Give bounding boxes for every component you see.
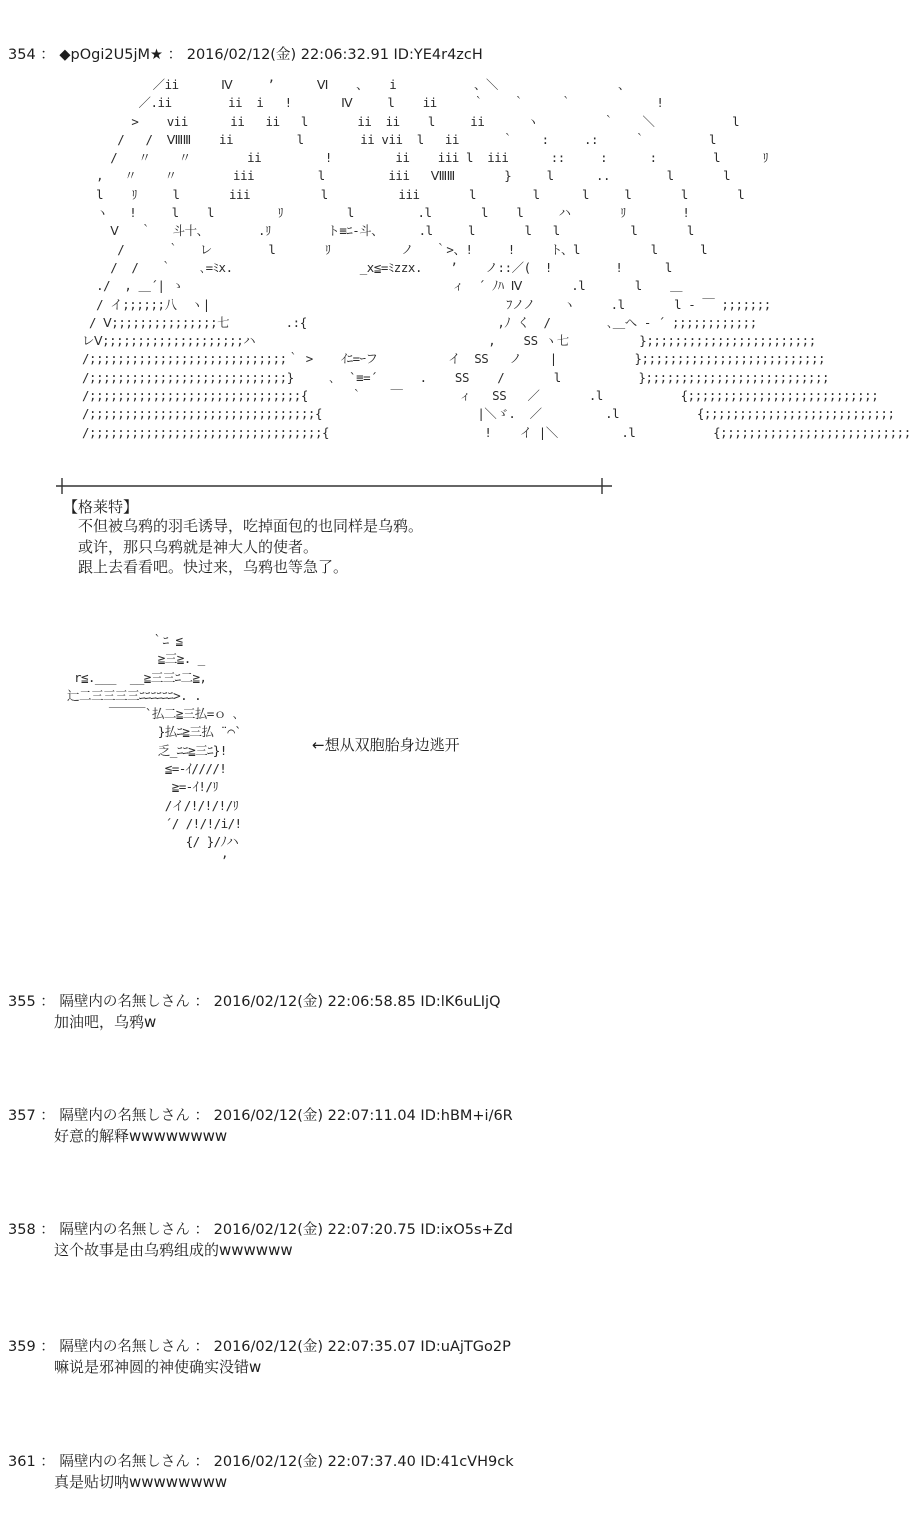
divider-line	[56, 477, 612, 495]
post-datetime: 2016/02/12(金) 22:07:37.40	[213, 1454, 416, 1470]
post-number: 358	[8, 1222, 36, 1238]
post-datetime: 2016/02/12(金) 22:06:32.91	[186, 47, 389, 63]
poster-id[interactable]: ID:ixO5s+Zd	[420, 1222, 513, 1238]
poster-name: 隔壁内の名無しさん	[59, 1222, 190, 1238]
post-datetime: 2016/02/12(金) 22:07:20.75	[213, 1222, 416, 1238]
post-datetime: 2016/02/12(金) 22:06:58.85	[213, 994, 416, 1010]
poster-name: ◆pOgi2U5jM★	[59, 47, 164, 63]
poster-id[interactable]: ID:hBM+i/6R	[420, 1108, 513, 1124]
post-body: 这个故事是由乌鸦组成的wwwwww	[54, 1241, 293, 1259]
poster-name: 隔壁内の名無しさん	[59, 1454, 190, 1470]
separator: ：	[163, 47, 187, 63]
post-number: 361	[8, 1454, 36, 1470]
ascii-art-crow: ｀ﾆ ≦ ≧三≧. _ r≦.___ __≧三三ﾆ二≧, 辷二三三三三ﾆﾆﾆﾆﾆﾆ>. . ￣￣￣`払二≧三払=ｏ ､ }払ﾆ≧三払 ¨⌒` 乏_ﾆﾆ≧三ﾆ}! ≦=-ｲ////! ≧=-ｲ!/ﾘ /イ/!/!/!/ﾘ ´/ /!/!/i/! {/ }/ﾉハ ’	[66, 633, 242, 868]
poster-name: 隔壁内の名無しさん	[59, 1339, 190, 1355]
post-datetime: 2016/02/12(金) 22:07:11.04	[213, 1108, 416, 1124]
poster-id[interactable]: ID:lK6uLIjQ	[420, 994, 501, 1010]
post-body: 真是贴切呐wwwwwwww	[54, 1473, 228, 1491]
poster-name: 隔壁内の名無しさん	[59, 994, 190, 1010]
separator: ：	[35, 1339, 60, 1355]
poster-id[interactable]: ID:uAjTGo2P	[420, 1339, 511, 1355]
post-number: 355	[8, 994, 36, 1010]
post-number: 359	[8, 1339, 36, 1355]
separator: ：	[35, 1222, 60, 1238]
dialogue-line: 不但被乌鸦的羽毛诱导，吃掉面包的也同样是乌鸦。	[78, 517, 424, 535]
separator: ：	[189, 994, 214, 1010]
separator: ：	[35, 1108, 60, 1124]
separator: ：	[35, 994, 60, 1010]
poster-id[interactable]: ID:41cVH9ck	[420, 1454, 514, 1470]
dialogue-block	[78, 516, 423, 578]
arrow-annotation: ←想从双胞胎身边逃开	[312, 736, 460, 754]
dialogue-line: 或许，那只乌鸦就是神大人的使者。	[78, 537, 319, 556]
separator: ：	[189, 1222, 214, 1238]
separator: ：	[35, 47, 60, 63]
post-body: 加油吧，乌鸦w	[54, 1013, 157, 1031]
poster-name: 隔壁内の名無しさん	[59, 1108, 190, 1124]
post-header	[8, 1335, 511, 1356]
speaker-label: 【格莱特】	[63, 498, 139, 516]
post-number: 354	[8, 47, 36, 63]
post-datetime: 2016/02/12(金) 22:07:35.07	[213, 1339, 416, 1355]
post-header	[8, 1218, 513, 1239]
post-body: 好意的解释wwwwwwww	[54, 1127, 228, 1145]
post-header	[8, 1104, 513, 1125]
post-header	[8, 43, 483, 64]
post-header	[8, 1450, 514, 1471]
post-number: 357	[8, 1108, 36, 1124]
dialogue-line: 跟上去看看吧。快过来，乌鸦也等急了。	[78, 558, 349, 576]
separator: ：	[35, 1454, 60, 1470]
ascii-art-scene: ／ii Ⅳ ’ Ⅵ 、 i 、＼ 、 ／.ii ii i ! Ⅳ l ii ｀ ｀ ｀ ! > vii ii ii l ii ii l ii ヽ ｀ ＼ l / / ⅧⅢ ii l ii vii l ii ｀ : .: ｀ l / 〃 〃 ii ! ii iii l iii :: : : l ﾘ , 〃 〃 iii l iii ⅧⅢ } l .. l l l ﾘ l iii l iii l l l l l l ヽ ! l l ﾘ l .l l l ハ ﾘ ! Ⅴ ｀ 斗十、 .ﾘ ト≡ﾆ-斗、 .l l l l l l / ｀ レ l ﾘ ノ ｀>、! ! ト、l l l / / ｀ ､=ﾐx. _x≦=ﾐzzx. ’ ノ::／( ! ! l ./ , ＿´| ゝ ィ ´ ﾉﾊ Ⅳ .l l ＿ / イ;;;;;;八 ヽ| ﾌノノ ヽ .l l ‐ ￣ ;;;;;;; / Ⅴ;;;;;;;;;;;;;;;七 .:{ ,ﾉ く / ､＿へ - ´ ;;;;;;;;;;;; レⅤ;;;;;;;;;;;;;;;;;;;;ハ , SS ヽ七 };;;;;;;;;;;;;;;;;;;;;;;; /;;;;;;;;;;;;;;;;;;;;;;;;;;;;｀ > ｲﾆ=ｰフ イ SS ノ | };;;;;;;;;;;;;;;;;;;;;;;;;; /;;;;;;;;;;;;;;;;;;;;;;;;;;;;} ､ `≡=´ . SS / l };;;;;;;;;;;;;;;;;;;;;;;;;; /;;;;;;;;;;;;;;;;;;;;;;;;;;;;;;{ ｀ ￣ ィ SS ／ .l {;;;;;;;;;;;;;;;;;;;;;;;;;;; /;;;;;;;;;;;;;;;;;;;;;;;;;;;;;;;;{ |＼ゞ. ／ .l {;;;;;;;;;;;;;;;;;;;;;;;;;;; /;;;;;;;;;;;;;;;;;;;;;;;;;;;;;;;;;{ ! イ |＼ .l {;;;;;;;;;;;;;;;;;;;;;;;;;;;	[82, 77, 911, 440]
post-header	[8, 990, 501, 1011]
poster-id[interactable]: ID:YE4r4zcH	[393, 47, 483, 63]
separator: ：	[189, 1339, 214, 1355]
post-body: 嘛说是邪神圆的神使确实没错w	[54, 1358, 262, 1376]
separator: ：	[189, 1108, 214, 1124]
separator: ：	[189, 1454, 214, 1470]
